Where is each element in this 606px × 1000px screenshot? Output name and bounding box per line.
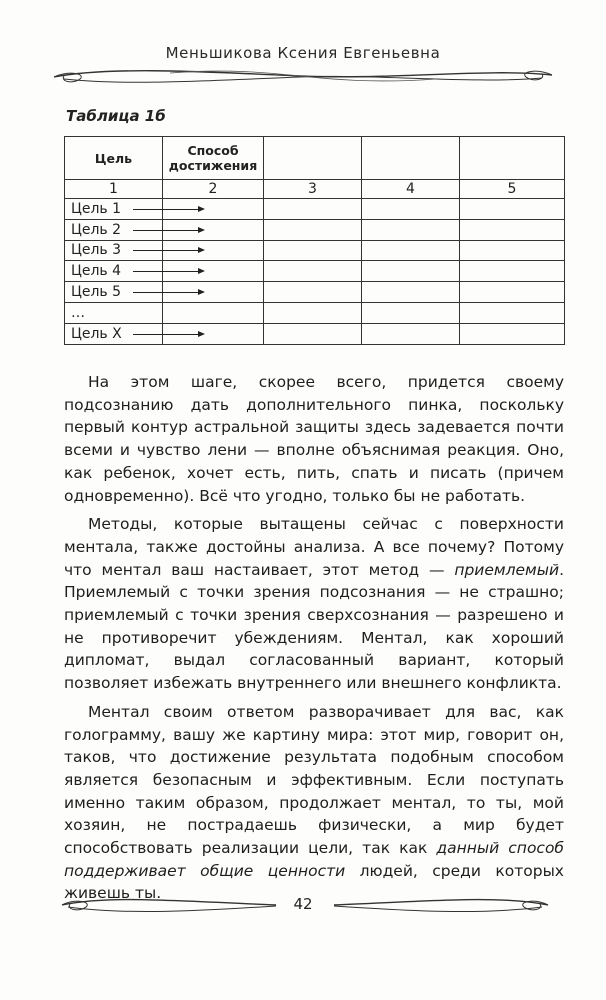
table-cell bbox=[264, 282, 362, 303]
table-caption: Таблица 1б bbox=[66, 107, 166, 125]
italic-text: приемлемый bbox=[454, 560, 560, 579]
table-header-row bbox=[65, 137, 565, 180]
goal-cell bbox=[65, 261, 163, 282]
table-row bbox=[65, 219, 565, 240]
body-text bbox=[64, 371, 564, 911]
table-cell bbox=[460, 199, 565, 220]
goal-cell bbox=[65, 199, 163, 220]
text-segment: Ментал своим ответом разворачивает для вас, как голограмму, вашу же картину мира: этот мир, говорит он, таков, что достижение результата подобным способом является безопасным и эффективным. Если поступать именно таким образом, продолжает ментал, то ты, мой хозяин, не пострадаешь физически, а мир будет способствовать реализации цели, так как bbox=[64, 702, 564, 858]
arrow-right-icon bbox=[133, 250, 203, 251]
column-header: Способ достижения bbox=[163, 137, 264, 180]
paragraph bbox=[64, 513, 564, 695]
table-cell bbox=[264, 261, 362, 282]
column-header bbox=[362, 137, 460, 180]
table-row bbox=[65, 199, 565, 220]
goal-cell bbox=[65, 323, 163, 344]
arrow-right-icon bbox=[133, 209, 203, 210]
goal-label: Цель 2 bbox=[71, 221, 122, 238]
column-number: 3 bbox=[264, 180, 362, 199]
column-number-row bbox=[65, 180, 565, 199]
table-cell bbox=[362, 261, 460, 282]
table-cell bbox=[460, 323, 565, 344]
paragraph bbox=[64, 371, 564, 507]
table-row bbox=[65, 240, 565, 261]
goal-cell bbox=[65, 282, 163, 303]
column-header: Цель bbox=[65, 137, 163, 180]
table-row bbox=[65, 323, 565, 344]
arrow-right-icon bbox=[133, 292, 203, 293]
table-cell bbox=[460, 302, 565, 323]
page-number: 42 bbox=[293, 895, 313, 913]
column-header bbox=[460, 137, 565, 180]
table-cell bbox=[264, 302, 362, 323]
table-cell bbox=[264, 323, 362, 344]
table-cell bbox=[362, 282, 460, 303]
table-cell bbox=[264, 240, 362, 261]
italic-text: данный способ поддерживает общие ценности bbox=[64, 839, 564, 880]
goal-label: Цель 3 bbox=[71, 242, 122, 259]
table-cell bbox=[460, 282, 565, 303]
table-cell bbox=[264, 199, 362, 220]
table-row bbox=[65, 261, 565, 282]
goal-label: … bbox=[71, 304, 85, 321]
table-cell bbox=[460, 240, 565, 261]
text-segment: людей, среди которых живешь ты. bbox=[64, 861, 564, 903]
arrow-right-icon bbox=[133, 230, 203, 231]
table-cell bbox=[362, 323, 460, 344]
table-row bbox=[65, 302, 565, 323]
table-cell bbox=[264, 219, 362, 240]
table-cell bbox=[362, 199, 460, 220]
arrow-right-icon bbox=[133, 334, 203, 335]
table-cell bbox=[362, 219, 460, 240]
column-number: 1 bbox=[65, 180, 163, 199]
text-segment: . Приемлемый с точки зрения подсознания — не страшно; приемлемый с точки зрения сверхсознания — разрешено и не противоречит убеждениям. Ментал, как хороший дипломат, выдал согласованный вариант, который позволяет избежать внутреннего или внешнего конфликта. bbox=[64, 560, 564, 693]
table-cell bbox=[163, 302, 264, 323]
goal-label: Цель Х bbox=[71, 325, 122, 342]
goal-label: Цель 1 bbox=[71, 200, 122, 217]
table-cell bbox=[362, 302, 460, 323]
arrow-right-icon bbox=[133, 271, 203, 272]
column-number: 4 bbox=[362, 180, 460, 199]
paragraph bbox=[64, 701, 564, 905]
text-segment: На этом шаге, скорее всего, придется своему подсознанию дать дополнительного пинка, поскольку первый контур астральной защиты здесь задевается почти всеми и чувство лени — вполне объяснимая реакция. Оно, как ребенок, хочет есть, пить, спать и писать (причем одновременно). Всё что угодно, только бы не работать. bbox=[64, 373, 564, 505]
header-author: Меньшикова Ксения Евгеньевна bbox=[165, 44, 441, 62]
goal-cell bbox=[65, 302, 163, 323]
table-cell bbox=[460, 261, 565, 282]
goal-label: Цель 5 bbox=[71, 284, 122, 301]
header-ornament bbox=[50, 64, 556, 88]
table-cell bbox=[460, 219, 565, 240]
goal-label: Цель 4 bbox=[71, 263, 122, 280]
goal-cell bbox=[65, 219, 163, 240]
column-number: 5 bbox=[460, 180, 565, 199]
column-header bbox=[264, 137, 362, 180]
goal-cell bbox=[65, 240, 163, 261]
column-number: 2 bbox=[163, 180, 264, 199]
text-segment: Методы, которые вытащены сейчас с поверхности ментала, также достойны анализа. А все почему? Потому что ментал ваш настаивает, этот метод — bbox=[64, 515, 564, 579]
goals-table bbox=[64, 136, 565, 345]
table-cell bbox=[362, 240, 460, 261]
table-row bbox=[65, 282, 565, 303]
footer-ornament-right bbox=[330, 893, 552, 917]
